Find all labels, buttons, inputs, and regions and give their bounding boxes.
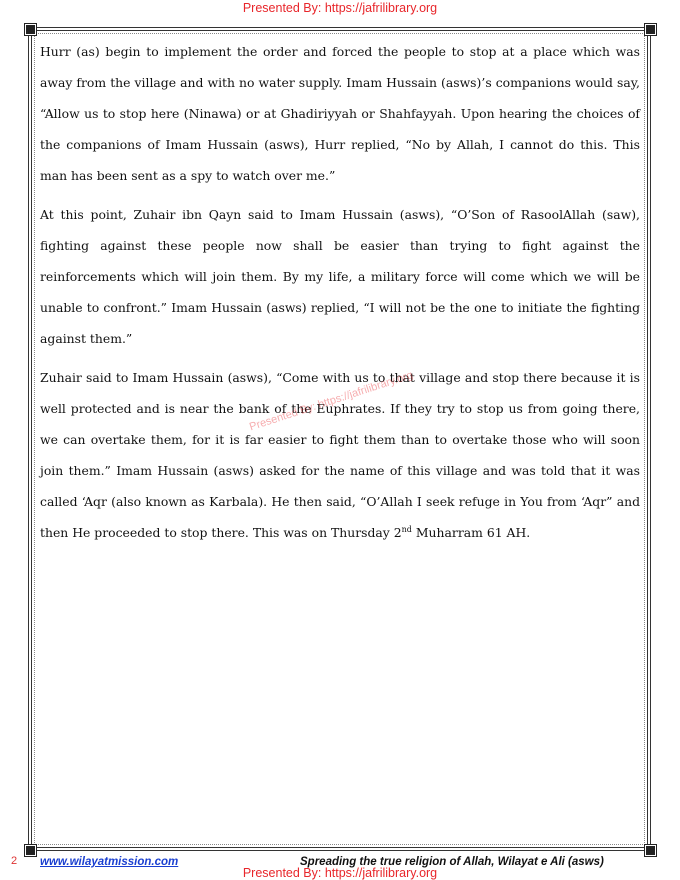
top-watermark: Presented By: https://jafrilibrary.org (242, 1, 438, 15)
paragraph-3 (40, 362, 640, 548)
paragraph-2: At this point, Zuhair ibn Qayn said to Imam Hussain (asws), “O’Son of RasoolAllah (saw), fighting against these people now shall be easier than trying to fight against the reinforcements which will join them. By my life, a military force will come which we will be unable to confront.” Imam Hussain (asws) replied, “I will not be the one to initiate the fighting against them.” (40, 207, 640, 346)
bottom-watermark: Presented By: https://jafrilibrary.org (242, 866, 438, 880)
website-link[interactable]: www.wilayatmission.com (40, 856, 179, 868)
paragraph-3-end: Muharram 61 AH. (411, 525, 531, 540)
diagonal-watermark: Presented By: https://jafrilibrary.org (248, 369, 415, 434)
footer-tagline: Spreading the true religion of Allah, Wilayat e Ali (asws) (300, 856, 604, 868)
paragraph-3-text: Zuhair said to Imam Hussain (asws), “Come with us to that village and stop there because it is well protected and is near the bank of the Euphrates. If they try to stop us from going there, we can overtake them, for it is far easier to fight them than to overtake those who will soon join them.” Imam Hussain (asws) asked for the name of this village and was told that it was called ‘Aqr (also known as Karbala). He then said, “O’Allah I seek refuge in You from ‘Aqr” and then He proceeded to stop there. This was on Thursday 2 (40, 370, 640, 540)
page-number: 2 (11, 855, 18, 867)
paragraph-1: Hurr (as) begin to implement the order and forced the people to stop at a place which was away from the village and with no water supply. Imam Hussain (asws)’s companions would say, “Allow us to stop here (Ninawa) or at Ghadiriyyah or Shahfayyah. Upon hearing the choices of the companions of Imam Hussain (asws), Hurr replied, “No by Allah, I cannot do this. This man has been sent as a spy to watch over me.” (40, 44, 640, 183)
border-corner-ornament (645, 24, 656, 35)
border-corner-ornament (645, 845, 656, 856)
ordinal-suffix: nd (401, 524, 412, 534)
border-corner-ornament (25, 24, 36, 35)
border-corner-ornament (25, 845, 36, 856)
page-content (40, 36, 640, 556)
